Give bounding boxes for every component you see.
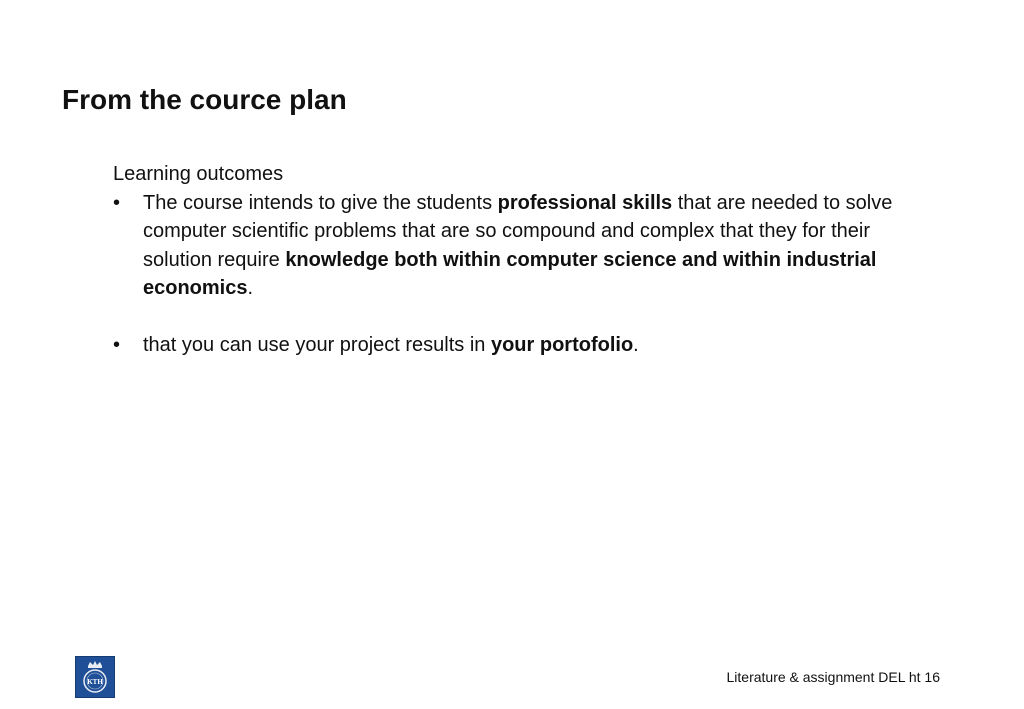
bullet-text-segment: that you can use your project results in bbox=[143, 334, 491, 356]
bullet-text-bold: your portofolio bbox=[490, 334, 634, 356]
footer-text: Literature & assignment DEL ht 16 bbox=[726, 669, 940, 685]
bullet-text bbox=[143, 334, 639, 356]
bullet-marker: • bbox=[113, 334, 121, 356]
kth-crest-icon bbox=[76, 657, 114, 697]
kth-logo-icon bbox=[75, 656, 115, 698]
bullet-text-segment: The course intends to give the students bbox=[143, 191, 498, 214]
bullet-text-segment: . bbox=[247, 277, 254, 299]
slide-title: From the cource plan bbox=[62, 84, 347, 115]
subheading: Learning outcomes bbox=[113, 163, 284, 185]
bullet-item bbox=[113, 189, 913, 303]
bullet-list bbox=[113, 189, 913, 360]
bullet-text bbox=[143, 192, 892, 300]
bullet-text-bold: professional skills bbox=[497, 191, 673, 214]
bullet-text-bold: knowledge both within computer science and within industrial economics bbox=[143, 248, 877, 299]
bullet-marker: • bbox=[113, 191, 121, 214]
bullet-item bbox=[113, 331, 913, 360]
bullet-text-segment: . bbox=[633, 334, 639, 356]
bullet-text-segment: that are needed to solve computer scientific problems that are so compound and complex that they for their solution require bbox=[143, 191, 893, 271]
logo-lettering: KTH bbox=[87, 678, 103, 686]
slide-body bbox=[113, 160, 913, 360]
